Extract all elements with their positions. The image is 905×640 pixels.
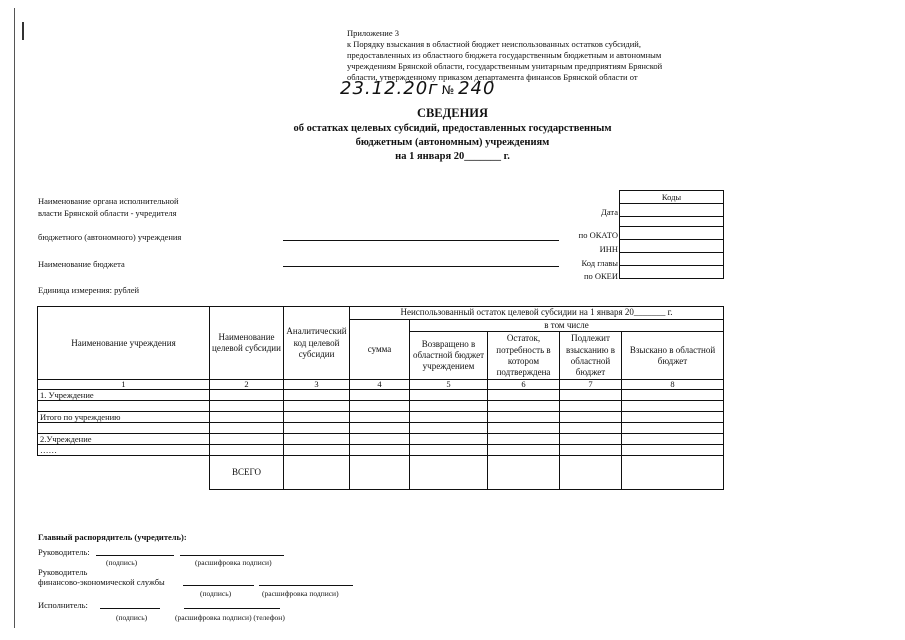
row-label: 1. Учреждение: [38, 390, 210, 401]
code-okei-cell[interactable]: [620, 266, 724, 279]
row-label: ……: [38, 445, 210, 456]
appendix-note: [347, 28, 717, 82]
header-unused-remainder: Неиспользованный остаток целевой субсидии на 1 января 20_______ г.: [350, 307, 724, 320]
finance-decode-line[interactable]: [259, 585, 353, 586]
okato-label: по ОКАТО: [578, 230, 618, 240]
total-label: ВСЕГО: [210, 456, 284, 490]
head-code-label: Код главы: [581, 258, 618, 268]
institution-input-line[interactable]: [283, 240, 559, 241]
executor-label: Исполнитель:: [38, 600, 88, 610]
inn-label: ИНН: [599, 244, 618, 254]
col-number: 3: [284, 380, 350, 390]
subsidy-remainders-table: [37, 306, 724, 490]
finance-head-label-2: финансово-экономической службы: [38, 577, 165, 587]
head-signature-line[interactable]: [96, 555, 174, 556]
col-number: 8: [622, 380, 724, 390]
scan-mark: [22, 22, 24, 40]
subtitle-line: бюджетным (автономным) учреждениям: [355, 137, 550, 149]
code-inn-cell[interactable]: [620, 240, 724, 253]
col-number: 2: [210, 380, 284, 390]
header-subsidy-name: Наименование целевой субсидии: [210, 307, 284, 380]
row-label: [38, 423, 210, 434]
header-need-confirmed: Остаток, потребность в котором подтверждена: [488, 332, 560, 380]
appendix-line: к Порядку взыскания в областной бюджет неиспользованных остатков субсидий,: [347, 38, 641, 49]
executor-decode-line[interactable]: [184, 608, 280, 609]
decode-caption: (расшифровка подписи): [262, 589, 339, 598]
finance-head-label-1: Руководитель: [38, 567, 88, 577]
org-label-line2: власти Брянской области - учредителя: [38, 208, 177, 218]
col-number: 4: [350, 380, 410, 390]
header-recovered: Взыскано в областной бюджет: [622, 332, 724, 380]
header-sum: сумма: [350, 320, 410, 380]
handwritten-date: 23.12.20г: [340, 78, 439, 99]
code-head-cell[interactable]: [620, 253, 724, 266]
col-number: 1: [38, 380, 210, 390]
main-manager-heading: Главный распорядитель (учредитель):: [38, 532, 187, 542]
header-to-recover: Подлежит взысканию в областной бюджет: [560, 332, 622, 380]
sign-caption: (подпись): [106, 558, 138, 567]
appendix-line: учреждениям Брянской области, государственным унитарным предприятиям Брянской: [347, 60, 663, 71]
total-row: [38, 456, 724, 490]
executor-caption: (расшифровка подписи) (телефон): [175, 613, 285, 622]
number-sign: №: [441, 83, 456, 97]
appendix-line: предоставленных из областного бюджета государственным бюджетным и автономным: [347, 49, 662, 60]
head-label: Руководитель:: [38, 547, 90, 557]
unit-label: Единица измерения: рублей: [38, 285, 140, 295]
codes-table: [619, 190, 724, 279]
handwritten-number: 240: [458, 78, 496, 99]
okei-label: по ОКЕИ: [583, 271, 618, 281]
col-number: 5: [410, 380, 488, 390]
executor-signature-line[interactable]: [100, 608, 160, 609]
subtitle-line: об остатках целевых субсидий, предоставленных государственным: [293, 123, 612, 134]
codes-header: Коды: [620, 191, 724, 204]
header-analytic-code: Аналитический код целевой субсидии: [284, 307, 350, 380]
handwritten-order-date: [340, 78, 495, 99]
header-including: в том числе: [410, 320, 724, 332]
table-row: [38, 401, 724, 412]
col-number: 7: [560, 380, 622, 390]
finance-signature-line[interactable]: [183, 585, 254, 586]
code-date-cell[interactable]: [620, 204, 724, 217]
code-blank-cell[interactable]: [620, 217, 724, 227]
scan-edge-line: [14, 8, 15, 628]
row-label: 2.Учреждение: [38, 434, 210, 445]
table-row: [38, 434, 724, 445]
document-subtitle: [160, 122, 745, 165]
header-returned: Возвращено в областной бюджет учреждением: [410, 332, 488, 380]
appendix-line: области, утвержденному приказом департамента финансов Брянской области от: [347, 71, 638, 82]
date-label: Дата: [601, 207, 618, 217]
document-title: СВЕДЕНИЯ: [416, 106, 489, 120]
subtitle-line: на 1 января 20_______ г.: [395, 151, 510, 163]
org-label-line1: Наименование органа исполнительной: [38, 196, 179, 206]
institution-label: бюджетного (автономного) учреждения: [38, 232, 182, 242]
sign-caption: (подпись): [116, 613, 148, 622]
decode-caption: (расшифровка подписи): [195, 558, 272, 567]
row-label: [38, 401, 210, 412]
row-label: Итого по учреждению: [38, 412, 210, 423]
appendix-line: Приложение 3: [347, 28, 399, 38]
head-decode-line[interactable]: [180, 555, 284, 556]
col-number: 6: [488, 380, 560, 390]
sign-caption: (подпись): [200, 589, 232, 598]
budget-label: Наименование бюджета: [38, 259, 125, 269]
code-okato-cell[interactable]: [620, 227, 724, 240]
header-institution: Наименование учреждения: [38, 307, 210, 380]
table-row: [38, 423, 724, 434]
table-row: [38, 412, 724, 423]
table-row: [38, 390, 724, 401]
table-row: [38, 445, 724, 456]
